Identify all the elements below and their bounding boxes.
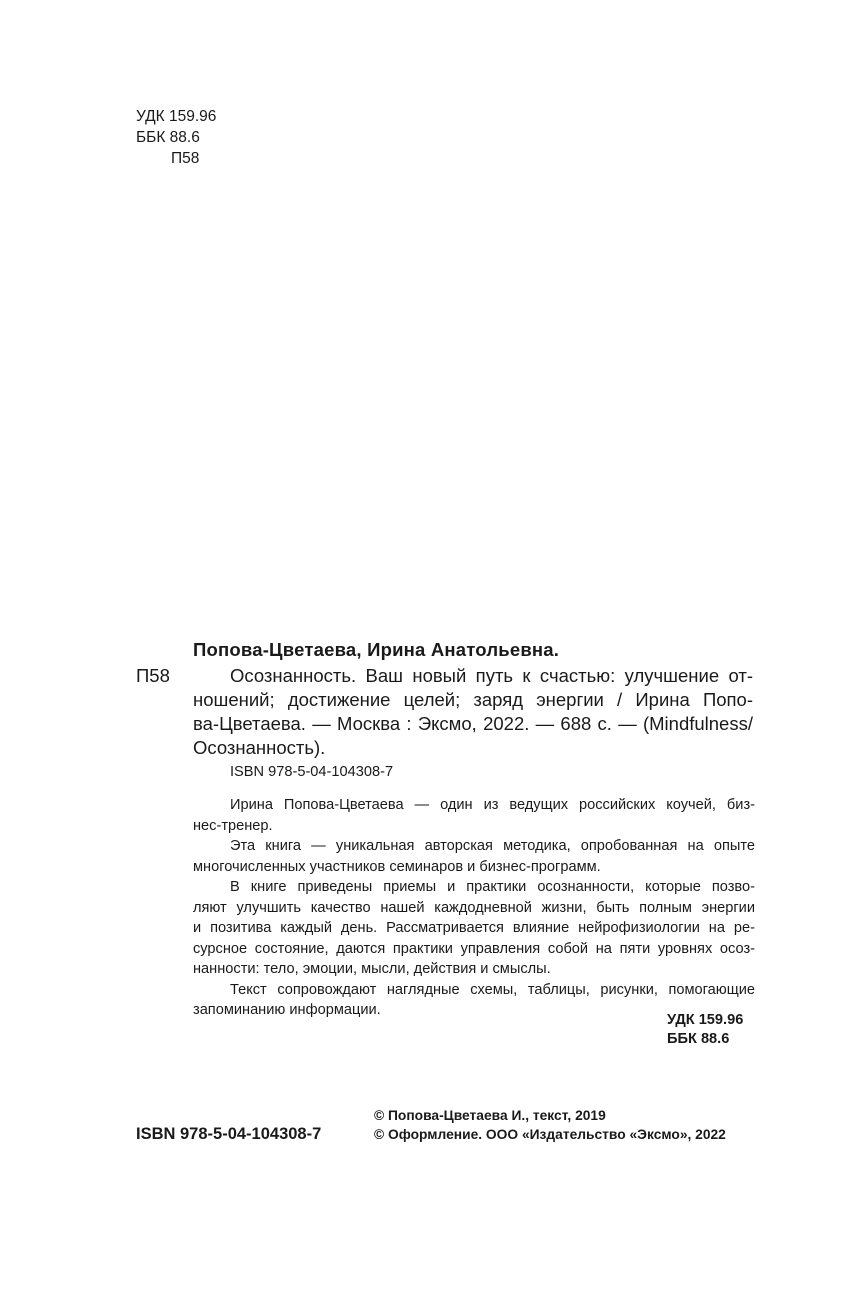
title-line: ва-Цветаева. — Москва : Эксмо, 2022. — 688 с. — (Mindfulness/ <box>193 713 753 734</box>
annotation-paragraph <box>193 795 755 836</box>
title-line: Осознанность. Ваш новый путь к счастью: улучшение от- <box>230 665 753 686</box>
udk-code-top: УДК 159.96 <box>136 108 217 125</box>
annotation-paragraph <box>193 836 755 877</box>
annotation <box>193 795 755 1021</box>
isbn-record: ISBN 978-5-04-104308-7 <box>230 764 394 780</box>
annotation-line: Эта книга — уникальная авторская методика, опробованная на опыте <box>230 838 755 854</box>
annotation-line: сурсное состояние, даются практики управления собой на пяти уровнях осоз- <box>193 940 755 957</box>
title-block <box>193 664 753 760</box>
copyright-text: © Попова-Цветаева И., текст, 2019 <box>374 1108 606 1123</box>
author-heading: Попова-Цветаева, Ирина Анатольевна. <box>193 639 560 660</box>
bbk-code-bottom: ББК 88.6 <box>667 1031 730 1047</box>
copyright-design: © Оформление. ООО «Издательство «Эксмо», 2022 <box>374 1127 726 1142</box>
annotation-line: В книге приведены приемы и практики осознанности, которые позво- <box>230 879 755 895</box>
annotation-line: нес-тренер. <box>193 817 273 834</box>
author-mark: П58 <box>136 665 170 686</box>
annotation-paragraph <box>193 877 755 980</box>
annotation-line: нанности: тело, эмоции, мысли, действия и смыслы. <box>193 961 551 977</box>
author-mark-top: П58 <box>171 150 200 167</box>
annotation-line: ляют улучшить качество нашей каждодневной жизни, быть полным энергии <box>193 899 755 916</box>
udk-code-bottom: УДК 159.96 <box>667 1012 744 1028</box>
isbn-footer: ISBN 978-5-04-104308-7 <box>136 1125 322 1143</box>
bbk-code-top: ББК 88.6 <box>136 129 200 146</box>
annotation-line: многочисленных участников семинаров и бизнес-программ. <box>193 858 601 875</box>
annotation-line: Текст сопровождают наглядные схемы, таблицы, рисунки, помогающие <box>230 981 755 998</box>
title-line: ношений; достижение целей; заряд энергии / Ирина Попо- <box>193 689 753 710</box>
annotation-line: Ирина Попова-Цветаева — один из ведущих российских коучей, биз- <box>230 797 755 813</box>
annotation-line: запоминанию информации. <box>193 1002 381 1018</box>
title-line: Осознанность). <box>193 737 326 758</box>
annotation-line: и позитива каждый день. Рассматривается влияние нейрофизиологии на ре- <box>193 920 755 936</box>
